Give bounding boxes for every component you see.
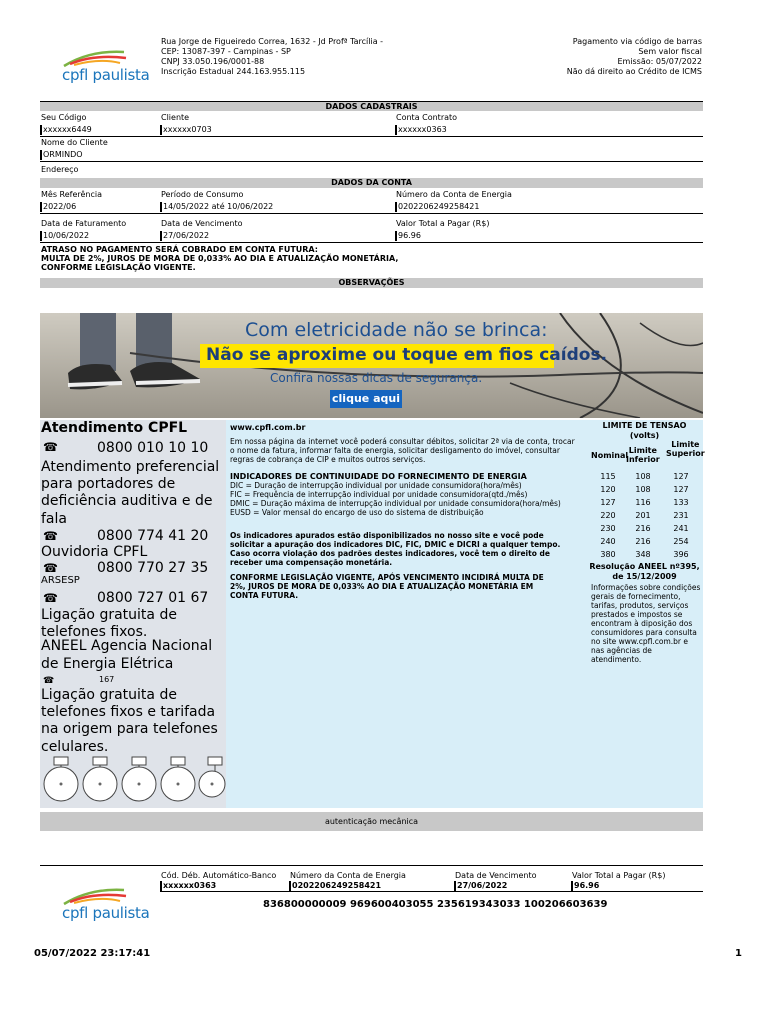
address-line: CEP: 13087-397 - Campinas - SP	[161, 47, 291, 56]
pref-text-line: para portadores de	[41, 476, 176, 492]
gratuita2-line: celulares.	[41, 739, 109, 755]
total-value: 96.96	[395, 231, 421, 241]
indicador-line: EUSD = Valor mensal do encargo de uso do sistema de distribuição	[230, 508, 484, 517]
site-link[interactable]: www.cpfl.com.br	[230, 423, 306, 432]
banner-line2: Não se aproxime ou toque em fios caídos.	[206, 345, 608, 365]
cell: 380	[600, 550, 616, 559]
stub-total-label: Valor Total a Pagar (R$)	[572, 871, 666, 880]
safety-banner[interactable]	[40, 313, 703, 418]
tensao-row	[592, 522, 700, 535]
faturamento-value: 10/06/2022	[40, 231, 89, 241]
banner-line1: Com eletricidade não se brinca:	[245, 319, 548, 341]
phone-arsesp[interactable]: 0800 727 01 67	[97, 590, 209, 606]
info-line: no site www.cpfl.com.br e	[591, 637, 688, 646]
col-inferior-line: Inferior	[626, 455, 660, 464]
address-line: Inscrição Estadual 244.163.955.115	[161, 67, 306, 76]
periodo-label: Período de Consumo	[161, 190, 244, 199]
barcode-digits: 836800000009 969600403055 235619343033 100206603639	[263, 899, 608, 910]
info-line: gerais de fornecimento,	[591, 592, 681, 601]
cell: 348	[635, 550, 651, 559]
pref-text-line: fala	[41, 511, 67, 527]
stub-numero-label: Número da Conta de Energia	[290, 871, 406, 880]
tensao-row	[592, 496, 700, 509]
cell: 201	[635, 511, 651, 520]
tensao-row	[592, 483, 700, 496]
arsesp-label: ARSESP	[41, 575, 80, 586]
page-number: 1	[735, 948, 742, 959]
gratuita-line: telefones fixos.	[41, 624, 148, 640]
autenticacao-mecanica: autenticação mecânica	[40, 812, 703, 831]
site-text	[230, 437, 575, 464]
info-panel	[226, 420, 586, 808]
aneel-line: ANEEL Agencia Nacional	[41, 638, 213, 654]
conta-contrato-value: xxxxxx0363	[395, 125, 447, 135]
warning-line: ATRASO NO PAGAMENTO SERÁ COBRADO EM CONTA FUTURA:	[41, 245, 318, 254]
info-line: tarifas, produtos, serviços	[591, 601, 689, 610]
col-nominal-header: Nominal	[591, 451, 629, 460]
site-text-line: Em nossa página da internet você poderá consultar débitos, solicitar 2ª via de conta, trocar	[230, 437, 575, 446]
col-inferior-line: Limite	[628, 446, 657, 455]
stub-venc-label: Data de Vencimento	[455, 871, 537, 880]
endereco-label: Endereço	[41, 165, 79, 174]
atendimento-title: Atendimento CPFL	[41, 420, 188, 436]
header-note: Não dá direito ao Crédito de ICMS	[566, 67, 702, 76]
section-observacoes: OBSERVAÇÕES	[40, 278, 703, 288]
note-line: Caso ocorra violação dos padrões destes indicadores, você tem o direito de	[230, 549, 550, 558]
late-payment-warning	[41, 245, 398, 272]
tensao-table	[592, 470, 700, 561]
ouvidoria-label: Ouvidoria CPFL	[41, 544, 148, 560]
cell: 216	[635, 524, 651, 533]
warning-line: CONFORME LEGISLAÇÃO VIGENTE.	[41, 263, 196, 272]
gratuita2-line: telefones fixos e tarifada	[41, 704, 216, 720]
legal-line: 2%, JUROS DE MORA DE 0,033% AO DIA E ATUALIZAÇÃO MONETÁRIA EM	[230, 582, 534, 591]
tensao-title	[586, 421, 703, 441]
note-line: receber uma compensação monetária.	[230, 558, 393, 567]
col-superior-line: Limite	[671, 440, 700, 449]
vencimento-value: 27/06/2022	[160, 231, 209, 241]
cell: 133	[673, 498, 689, 507]
banner-cta-button[interactable]: clique aqui	[330, 390, 402, 408]
phone-pref[interactable]: 0800 774 41 20	[97, 528, 209, 544]
tensao-panel	[586, 420, 703, 808]
phone-ouvidoria[interactable]: 0800 770 27 35	[97, 560, 209, 576]
cell: 127	[673, 472, 689, 481]
cell: 127	[673, 485, 689, 494]
indicadores-note	[230, 531, 560, 567]
cliente-value: xxxxxx0703	[160, 125, 212, 135]
banner-line3: Confira nossas dicas de segurança.	[270, 371, 483, 385]
resolucao-aneel	[586, 562, 703, 582]
cell: 115	[600, 472, 616, 481]
indicador-line: DIC = Duração de interrupção individual por unidade consumidora(hora/mês)	[230, 481, 522, 490]
stub-cod-value: xxxxxx0363	[160, 881, 216, 891]
phone-icon: ☎	[43, 561, 58, 575]
cell: 230	[600, 524, 616, 533]
periodo-value: 14/05/2022 até 10/06/2022	[160, 202, 273, 212]
aneel-line: de Energia Elétrica	[41, 656, 174, 672]
phone-icon: ☎	[43, 529, 58, 543]
info-line: prestados e impostos se	[591, 610, 683, 619]
seu-codigo-value: xxxxxx6449	[40, 125, 92, 135]
header-note: Sem valor fiscal	[638, 47, 702, 56]
faturamento-label: Data de Faturamento	[41, 219, 127, 228]
cell: 120	[600, 485, 616, 494]
indicador-line: DMIC = Duração máxima de interrupção individual por unidade consumidora(hora/mês)	[230, 499, 561, 508]
info-line: nas agências de	[591, 646, 652, 655]
cell: 254	[673, 537, 689, 546]
atendimento-panel	[40, 420, 226, 808]
cell: 231	[673, 511, 689, 520]
phone-icon: ☎	[43, 676, 55, 686]
cell: 108	[635, 485, 651, 494]
gratuita2-line: na origem para telefones	[41, 721, 218, 737]
company-address	[161, 37, 383, 77]
gratuita-line: Ligação gratuita de	[41, 607, 177, 623]
cell: 240	[600, 537, 616, 546]
col-superior-line: Superior	[666, 449, 705, 458]
tensao-row	[592, 535, 700, 548]
phone-icon: ☎	[43, 591, 58, 605]
cliente-label: Cliente	[161, 113, 190, 122]
cell: 127	[600, 498, 616, 507]
logo-text: cpfl paulista	[62, 904, 150, 922]
mes-referencia-value: 2022/06	[40, 202, 76, 212]
cell: 220	[600, 511, 616, 520]
tensao-info	[591, 583, 700, 664]
cell: 108	[635, 472, 651, 481]
legal-line: CONFORME LEGISLAÇÃO VIGENTE, APÓS VENCIMENTO INCIDIRÁ MULTA DE	[230, 573, 544, 582]
header-note: Emissão: 05/07/2022	[617, 57, 702, 66]
vencimento-label: Data de Vencimento	[161, 219, 243, 228]
info-line: encontram à diposição dos	[591, 619, 693, 628]
indicadores-title: INDICADORES DE CONTINUIDADE DO FORNECIMENTO DE ENERGIA	[230, 472, 527, 481]
tensao-title-line: LIMITE DE TENSAO	[602, 421, 687, 430]
stub-numero-value: 0202206249258421	[289, 881, 381, 891]
site-text-line: regras de cobrança de CIP e muitos outros serviços.	[230, 455, 426, 464]
tensao-title-line: (volts)	[629, 431, 660, 440]
meter-dials-icon	[40, 754, 226, 806]
phone-icon: ☎	[43, 440, 58, 454]
legal-note	[230, 573, 544, 600]
address-line: Rua Jorge de Figueiredo Correa, 1632 - Jd Profª Tarcília -	[161, 37, 384, 46]
section-dados-cadastrais: DADOS CADASTRAIS	[40, 101, 703, 111]
resolucao-line: Resolução ANEEL nº395,	[589, 562, 700, 571]
tensao-row	[592, 548, 700, 561]
note-line: solicitar a apuração dos indicadores DIC, FIC, DMIC e DICRI a qualquer tempo.	[230, 540, 561, 549]
seu-codigo-label: Seu Código	[41, 113, 87, 122]
phone-aneel[interactable]: 167	[99, 675, 115, 684]
total-label: Valor Total a Pagar (R$)	[396, 219, 490, 228]
col-superior-header	[666, 440, 705, 458]
stub-cod-label: Cód. Déb. Automático-Banco	[161, 871, 277, 880]
print-timestamp: 05/07/2022 23:17:41	[34, 948, 151, 959]
pref-text-line: deficiência auditiva e de	[41, 493, 213, 509]
conta-contrato-label: Conta Contrato	[396, 113, 458, 122]
resolucao-line: de 15/12/2009	[612, 572, 677, 581]
nome-cliente-label: Nome do Cliente	[41, 138, 108, 147]
stub-total-value: 96.96	[571, 881, 599, 891]
legal-line: CONTA FUTURA.	[230, 591, 299, 600]
numero-conta-value: 0202206249258421	[395, 202, 479, 212]
nome-cliente-value: ORMINDO	[40, 150, 83, 160]
header-note: Pagamento via código de barras	[572, 37, 702, 46]
section-dados-conta: DADOS DA CONTA	[40, 178, 703, 188]
tensao-row	[592, 509, 700, 522]
numero-conta-label: Número da Conta de Energia	[396, 190, 512, 199]
cell: 396	[673, 550, 689, 559]
cell: 241	[673, 524, 689, 533]
tensao-row	[592, 470, 700, 483]
address-line: CNPJ 33.050.196/0001-88	[161, 57, 265, 66]
info-line: atendimento.	[591, 655, 642, 664]
stub-venc-value: 27/06/2022	[454, 881, 507, 891]
indicadores-list	[230, 481, 561, 517]
indicador-line: FIC = Frequência de interrupção individual por unidade consumidora(qtd./mês)	[230, 490, 528, 499]
col-inferior-header	[626, 446, 660, 464]
gratuita2-line: Ligação gratuita de	[41, 687, 177, 703]
pref-text-line: Atendimento preferencial	[41, 459, 220, 475]
note-line: Os indicadores apurados estão disponibilizados no nosso site e você pode	[230, 531, 544, 540]
logo-text: cpfl paulista	[62, 66, 150, 84]
site-text-line: o nome da fatura, informar falta de energia, solicitar desligamento do imóvel, consultar	[230, 446, 560, 455]
header-notes	[567, 37, 702, 77]
mes-referencia-label: Mês Referência	[41, 190, 103, 199]
cell: 116	[635, 498, 651, 507]
cpfl-logo	[60, 46, 150, 86]
cell: 216	[635, 537, 651, 546]
warning-line: MULTA DE 2%, JUROS DE MORA DE 0,033% AO DIA E ATUALIZAÇÃO MONETÁRIA,	[41, 254, 399, 263]
cpfl-logo-stub	[60, 884, 150, 924]
phone-cpfl[interactable]: 0800 010 10 10	[97, 440, 209, 456]
info-line: consumidores para consulta	[591, 628, 697, 637]
info-line: Informações sobre condições	[591, 583, 701, 592]
